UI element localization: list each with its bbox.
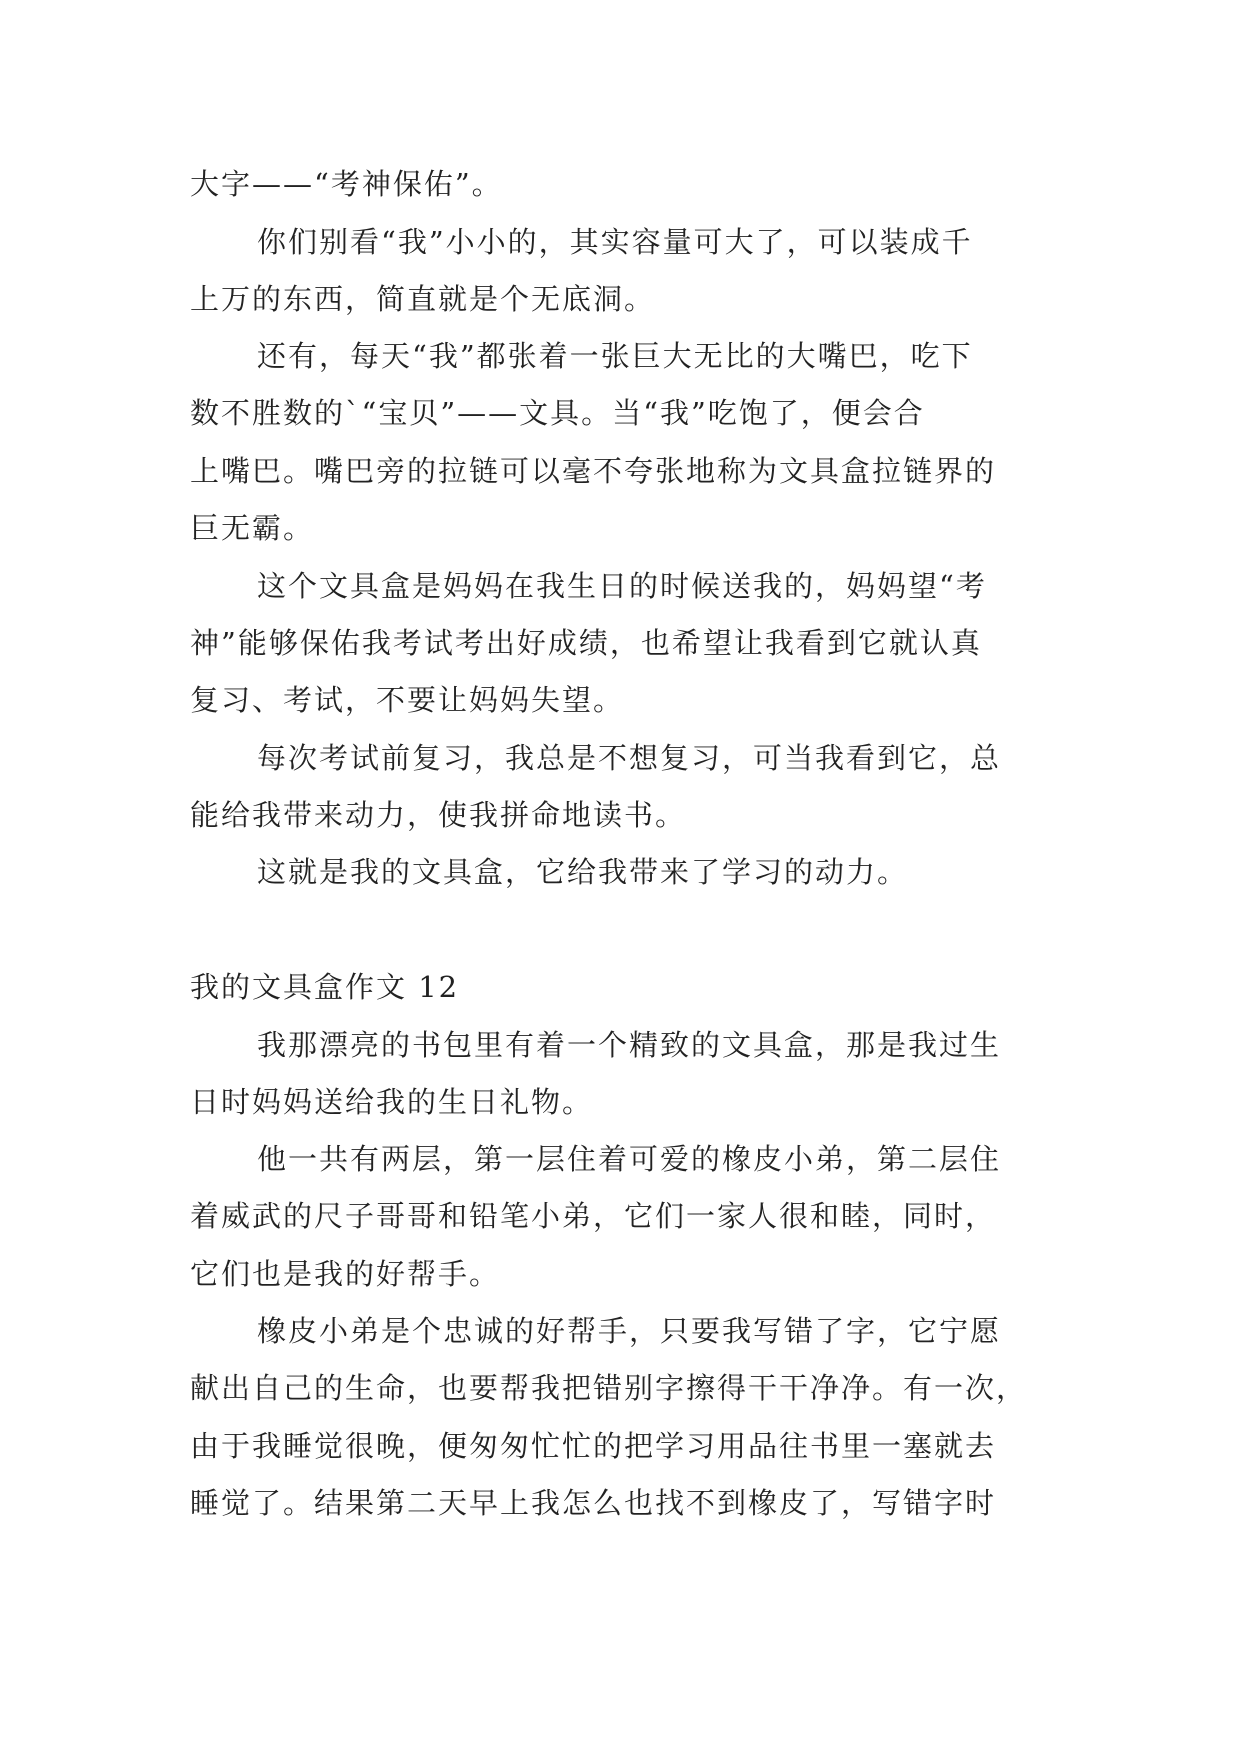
text-line: 你们别看“我”小小的，其实容量可大了，可以装成千 [257, 225, 973, 259]
text-line: 它们也是我的好帮手。 [190, 1257, 501, 1291]
text-line: 数不胜数的`“宝贝”——文具。当“我”吃饱了，便会合 [190, 396, 925, 430]
text-line: 献出自己的生命，也要帮我把错别字擦得干干净净。有一次， [190, 1371, 1028, 1405]
text-line: 每次考试前复习，我总是不想复习，可当我看到它，总 [257, 741, 1002, 775]
text-line: 着威武的尺子哥哥和铅笔小弟，它们一家人很和睦，同时， [190, 1199, 997, 1233]
text-line: 这个文具盒是妈妈在我生日的时候送我的，妈妈望“考 [257, 569, 987, 603]
text-line: 他一共有两层，第一层住着可爱的橡皮小弟，第二层住 [257, 1142, 1002, 1176]
text-line: 上嘴巴。嘴巴旁的拉链可以毫不夸张地称为文具盒拉链界的 [190, 454, 997, 488]
section-heading: 我的文具盒作文 12 [190, 970, 460, 1004]
text-line: 这就是我的文具盒，它给我带来了学习的动力。 [257, 855, 909, 889]
text-line: 能给我带来动力，使我拼命地读书。 [190, 798, 687, 832]
text-line: 我那漂亮的书包里有着一个精致的文具盒，那是我过生 [257, 1028, 1002, 1062]
text-line: 巨无霸。 [190, 511, 315, 545]
text-line: 橡皮小弟是个忠诚的好帮手，只要我写错了字，它宁愿 [257, 1314, 1002, 1348]
text-line: 复习、考试，不要让妈妈失望。 [190, 683, 625, 717]
text-line: 日时妈妈送给我的生日礼物。 [190, 1085, 594, 1119]
text-line: 还有，每天“我”都张着一张巨大无比的大嘴巴，吃下 [257, 339, 973, 373]
text-line: 上万的东西，简直就是个无底洞。 [190, 282, 656, 316]
text-line: 神”能够保佑我考试考出好成绩，也希望让我看到它就认真 [190, 626, 982, 660]
text-line: 睡觉了。结果第二天早上我怎么也找不到橡皮了，写错字时 [190, 1486, 997, 1520]
text-line: 由于我睡觉很晚，便匆匆忙忙的把学习用品往书里一塞就去 [190, 1429, 997, 1463]
text-line: 大字——“考神保佑”。 [190, 167, 503, 201]
